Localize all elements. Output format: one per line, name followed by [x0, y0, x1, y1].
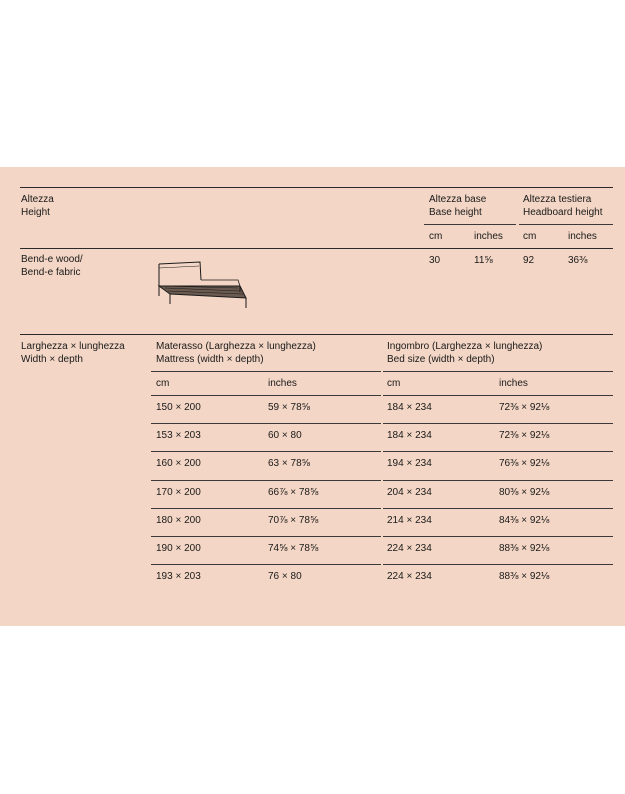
- mattress-size-inches: 63 × 78⅝: [268, 458, 310, 469]
- mattress-size-cm: 170 × 200: [156, 487, 201, 498]
- bed-size-inches: 84⅜ × 92⅛: [499, 515, 550, 526]
- base-height-cm: 30: [429, 255, 441, 266]
- headboard-height-label-it: Altezza testiera: [523, 194, 592, 205]
- mattress-size-inches: 60 × 80: [268, 430, 302, 441]
- rule-units-bed: [383, 371, 613, 372]
- mattress-size-cm: 160 × 200: [156, 458, 201, 469]
- bed-size-cm: 224 × 234: [387, 571, 432, 582]
- row-rule-mattress: [151, 395, 381, 396]
- mattress-size-inches: 59 × 78⅝: [268, 402, 310, 413]
- bed-size-cm: 184 × 234: [387, 402, 432, 413]
- bed-size-inches: 88⅜ × 92⅛: [499, 571, 550, 582]
- mattress-size-cm: 150 × 200: [156, 402, 201, 413]
- size-label-en: Width × depth: [21, 354, 83, 365]
- bed-size-inches: 80⅜ × 92⅛: [499, 487, 550, 498]
- bed-size-inches: 76⅜ × 92⅛: [499, 458, 550, 469]
- base-height-label-en: Base height: [429, 207, 482, 218]
- bed-size-cm: 194 × 234: [387, 458, 432, 469]
- mattress-size-cm: 180 × 200: [156, 515, 201, 526]
- row-rule-mattress: [151, 423, 381, 424]
- mattress-size-inches: 66⅞ × 78⅝: [268, 487, 319, 498]
- base-height-label-it: Altezza base: [429, 194, 487, 205]
- mattress-size-inches: 76 × 80: [268, 571, 302, 582]
- row-rule-bed: [383, 536, 613, 537]
- row-rule-bed: [383, 395, 613, 396]
- bed-size-cm: 214 × 234: [387, 515, 432, 526]
- row-rule-mattress: [151, 536, 381, 537]
- bed-size-inches: 72⅜ × 92⅛: [499, 430, 550, 441]
- bed-size-cm: 224 × 234: [387, 543, 432, 554]
- headboard-height-cm: 92: [523, 255, 535, 266]
- bed-unit-inches: inches: [499, 378, 528, 389]
- size-label-it: Larghezza × lunghezza: [21, 341, 125, 352]
- mattress-unit-inches: inches: [268, 378, 297, 389]
- bed-size-cm: 184 × 234: [387, 430, 432, 441]
- row-rule-bed: [383, 480, 613, 481]
- base-unit-cm: cm: [429, 231, 443, 242]
- bed-illustration: [150, 258, 250, 308]
- bed-size-label-en: Bed size (width × depth): [387, 354, 495, 365]
- rule-units-head: [519, 224, 613, 225]
- mattress-size-cm: 190 × 200: [156, 543, 201, 554]
- height-label-it: Altezza: [21, 194, 54, 205]
- bed-size-inches: 88⅜ × 92⅛: [499, 543, 550, 554]
- head-unit-inches: inches: [568, 231, 597, 242]
- rule-units-base: [424, 224, 516, 225]
- headboard-height-label-en: Headboard height: [523, 207, 603, 218]
- row-rule-bed: [383, 451, 613, 452]
- base-height-inches: 11⅝: [474, 255, 493, 266]
- row-rule-bed: [383, 564, 613, 565]
- bed-size-label-it: Ingombro (Larghezza × lunghezza): [387, 341, 543, 352]
- mattress-unit-cm: cm: [156, 378, 170, 389]
- model-name-line2: Bend-e fabric: [21, 267, 81, 278]
- bed-size-inches: 72⅜ × 92⅛: [499, 402, 550, 413]
- mattress-size-inches: 70⅞ × 78⅝: [268, 515, 319, 526]
- base-unit-inches: inches: [474, 231, 503, 242]
- mattress-size-cm: 153 × 203: [156, 430, 201, 441]
- row-rule-bed: [383, 508, 613, 509]
- head-unit-cm: cm: [523, 231, 537, 242]
- model-name-line1: Bend-e wood/: [21, 254, 83, 265]
- mattress-size-inches: 74⅝ × 78⅝: [268, 543, 319, 554]
- row-rule-mattress: [151, 564, 381, 565]
- rule-model: [20, 248, 613, 249]
- row-rule-mattress: [151, 480, 381, 481]
- rule-units-mattress: [151, 371, 381, 372]
- bed-unit-cm: cm: [387, 378, 401, 389]
- row-rule-mattress: [151, 451, 381, 452]
- mattress-size-cm: 193 × 203: [156, 571, 201, 582]
- height-label-en: Height: [21, 207, 50, 218]
- row-rule-bed: [383, 423, 613, 424]
- rule-sizes: [20, 334, 613, 335]
- row-rule-mattress: [151, 508, 381, 509]
- mattress-label-en: Mattress (width × depth): [156, 354, 264, 365]
- bed-size-cm: 204 × 234: [387, 487, 432, 498]
- headboard-height-inches: 36⅜: [568, 255, 588, 266]
- mattress-label-it: Materasso (Larghezza × lunghezza): [156, 341, 316, 352]
- rule-top: [20, 187, 613, 188]
